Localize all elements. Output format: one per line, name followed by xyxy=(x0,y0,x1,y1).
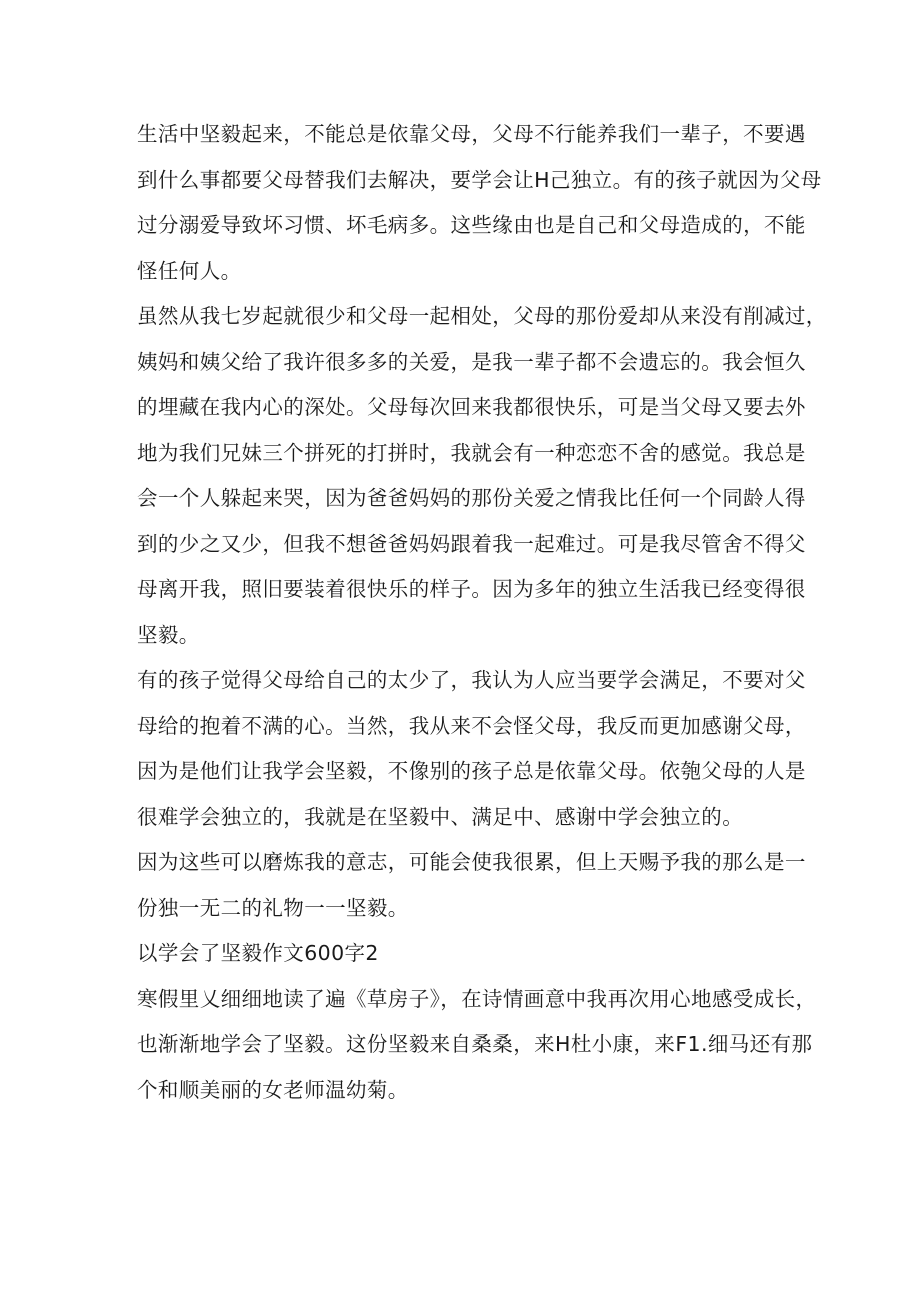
text-line: 到的少之又少，但我不想爸爸妈妈跟着我一起难过。可是我尽管舍不得父 xyxy=(137,531,806,556)
text-line: 地为我们兄妹三个拼死的打拼时，我就会有一种恋恋不舍的感觉。我总是 xyxy=(137,440,806,465)
paragraph-1 xyxy=(137,112,822,294)
text-line: 母给的抱着不满的心。当然，我从来不会怪父母，我反而更加感谢父母， xyxy=(137,713,806,738)
text-line: 个和顺美丽的女老师温幼菊。 xyxy=(137,1077,409,1102)
text-line: 虽然从我七岁起就很少和父母一起相处，父母的那份爱却从来没有削减过， xyxy=(137,304,827,328)
text-line: 份独一无二的礼物一一坚毅。 xyxy=(137,895,409,920)
text-line: 也渐渐地学会了坚毅。这份坚毅来自桑桑，来H杜小康，来F1.细马还有那 xyxy=(137,1032,813,1056)
paragraph-3 xyxy=(137,658,806,840)
section-heading xyxy=(137,931,787,977)
text-line: 寒假里乂细细地读了遍《草房子》，在诗情画意中我再次用心地感受成长， xyxy=(137,986,817,1011)
text-line: 很难学会独立的，我就是在坚毅中、满足中、感谢中学会独立的。 xyxy=(137,804,744,829)
text-line: 怪任何人。 xyxy=(137,258,242,283)
text-line: 会一个人躲起来哭，因为爸爸妈妈的那份关爱之情我比任何一个同龄人得 xyxy=(137,486,806,510)
text-line: 到什么事都要父母替我们去解决，要学会让H己独立。有的孩子就因为父母 xyxy=(137,167,822,192)
paragraph-4 xyxy=(137,840,806,931)
text-line: 因为是他们让我学会坚毅，不像别的孩子总是依靠父母。依匏父母的人是 xyxy=(137,759,806,783)
paragraph-2 xyxy=(137,294,827,658)
text-line: 生活中坚毅起来，不能总是依靠父母，父母不行能养我们一辈子，不要遇 xyxy=(137,122,806,146)
heading-line: 以学会了坚毅作文600字2 xyxy=(137,941,379,965)
text-line: 姨妈和姨父给了我许很多多的关爱，是我一辈子都不会遗忘的。我会恒久 xyxy=(137,349,806,374)
document-body xyxy=(137,112,827,1113)
text-line: 因为这些可以磨炼我的意志，可能会使我很累，但上天赐予我的那么是一 xyxy=(137,850,806,874)
text-line: 坚毅。 xyxy=(137,622,200,647)
paragraph-5 xyxy=(137,977,817,1114)
text-line: 母离开我，照旧要装着很快乐的样子。因为多年的独立生活我已经变得很 xyxy=(137,577,806,601)
text-line: 过分溺爱导致坏习惯、坏毛病多。这些缘由也是自己和父母造成的，不能 xyxy=(137,213,806,237)
text-line: 的埋藏在我内心的深处。父母每次回来我都很快乐，可是当父母又要去外 xyxy=(137,395,806,419)
text-line: 有的孩子觉得父母给自己的太少了，我认为人应当要学会满足，不要对父 xyxy=(137,668,806,692)
